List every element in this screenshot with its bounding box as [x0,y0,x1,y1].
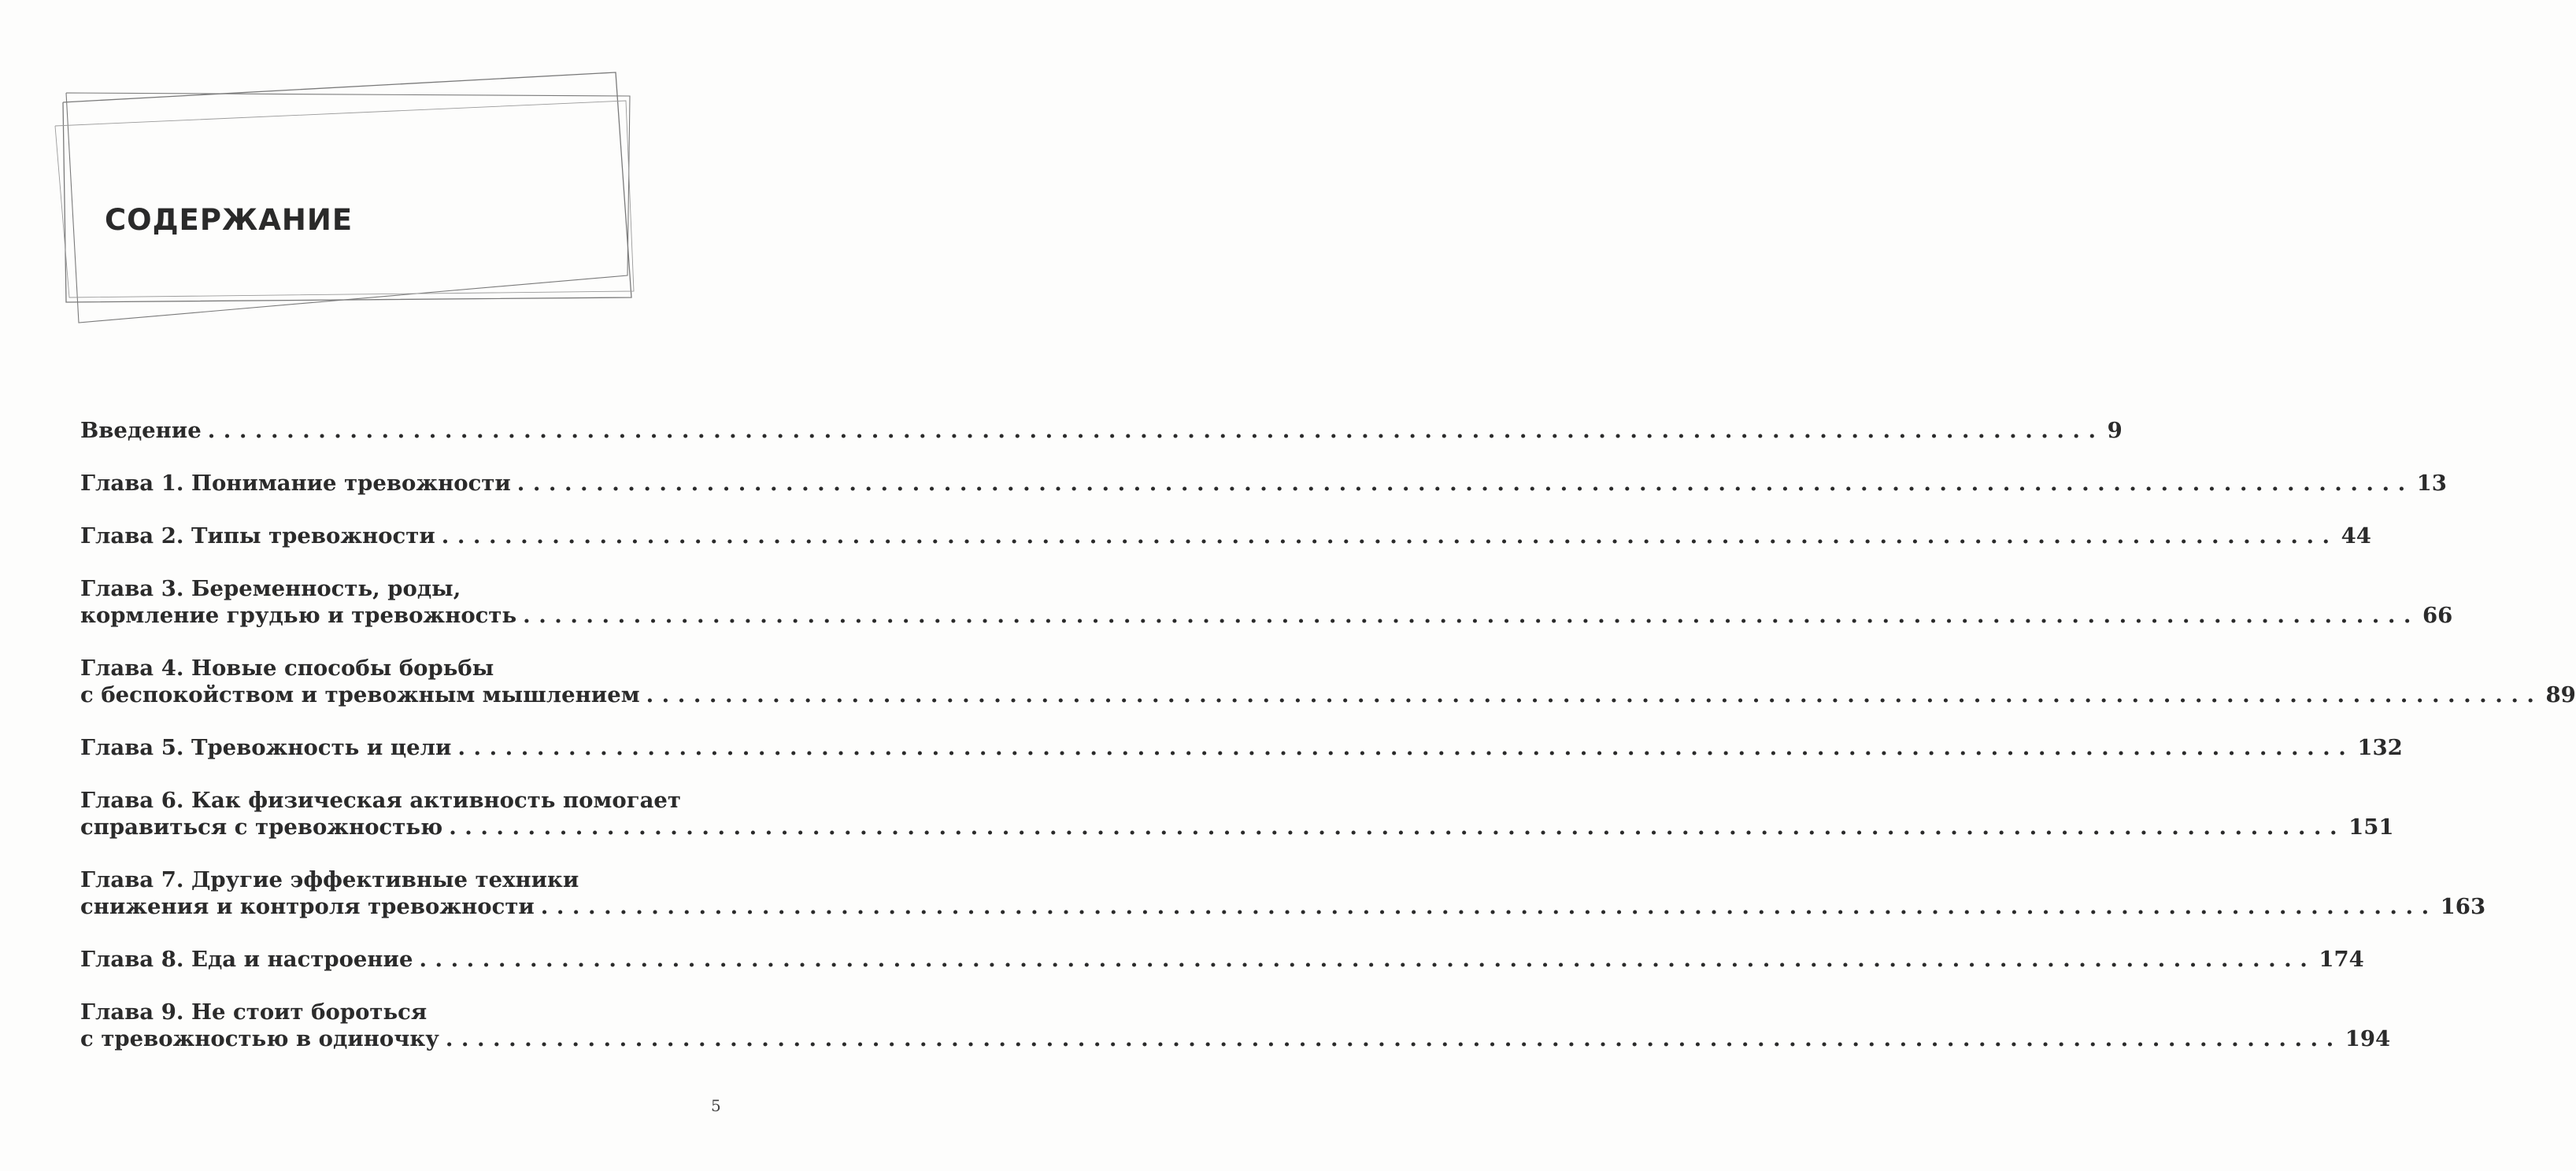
toc-page-number: 66 [2422,603,2453,628]
toc-page-number: 174 [2319,947,2364,972]
toc-page-number: 163 [2440,894,2486,919]
toc-leader-dots: ........................................................................................................................ [449,815,2346,840]
toc-entry [80,946,2364,973]
title-frame-decoration [47,63,646,338]
toc-entry-title-line: Глава 7. Другие эффективные техники [80,867,579,892]
toc-entry [80,734,2403,761]
toc-page-number: 13 [2416,471,2447,496]
toc-entry-title-line: Глава 6. Как физическая активность помогает [80,788,681,813]
toc-entry-title-line: Введение [80,418,202,443]
toc-entry-title-line: с тревожностью в одиночку [80,1026,439,1051]
toc-page-number: 132 [2357,735,2403,760]
toc-leader-dots: ........................................................................................................................ [445,1026,2342,1051]
toc-leader-dots: ........................................................................................................................ [207,418,2104,443]
toc-page-number: 9 [2107,418,2123,443]
toc-entry-title-line: Глава 4. Новые способы борьбы [80,656,494,681]
toc-page-number: 89 [2545,682,2576,707]
toc-entry [80,523,2371,549]
toc-leader-dots: ........................................................................................................................ [646,682,2543,707]
toc-entry-title-line: Глава 2. Типы тревожности [80,523,435,549]
toc-page-number: 151 [2348,815,2394,840]
toc-entry-title-line: снижения и контроля тревожности [80,894,535,919]
toc-entry-title-line: Глава 8. Еда и настроение [80,947,413,972]
toc-entry [80,787,2394,840]
toc-entry-title-line: Глава 9. Не стоит бороться [80,999,427,1025]
toc-entry [80,470,2447,497]
toc-leader-dots: ........................................................................................................................ [540,894,2437,919]
toc-entry [80,999,2391,1052]
toc-entry-title-line: Глава 1. Понимание тревожности [80,471,511,496]
toc-entry-title-line: Глава 3. Беременность, роды, [80,576,461,601]
toc-page-number: 44 [2341,523,2371,549]
toc-leader-dots: ........................................................................................................................ [516,471,2414,496]
toc-entry-title-line: справиться с тревожностью [80,815,443,840]
toc-entry [80,866,2486,920]
toc-entry [80,655,2576,708]
toc-page-number: 194 [2345,1026,2391,1051]
page-title: СОДЕРЖАНИЕ [105,203,353,237]
toc-leader-dots: ........................................................................................................................ [419,947,2316,972]
page-number: 5 [711,1096,721,1115]
toc-entry [80,417,2123,444]
toc-leader-dots: ........................................................................................................................ [457,735,2355,760]
toc-leader-dots: ........................................................................................................................ [523,603,2420,628]
table-of-contents [80,417,2576,1078]
toc-entry-title-line: Глава 5. Тревожность и цели [80,735,452,760]
toc-leader-dots: ........................................................................................................................ [441,523,2338,549]
toc-entry-title-line: с беспокойством и тревожным мышлением [80,682,640,707]
toc-entry [80,575,2453,629]
toc-entry-title-line: кормление грудью и тревожность [80,603,517,628]
